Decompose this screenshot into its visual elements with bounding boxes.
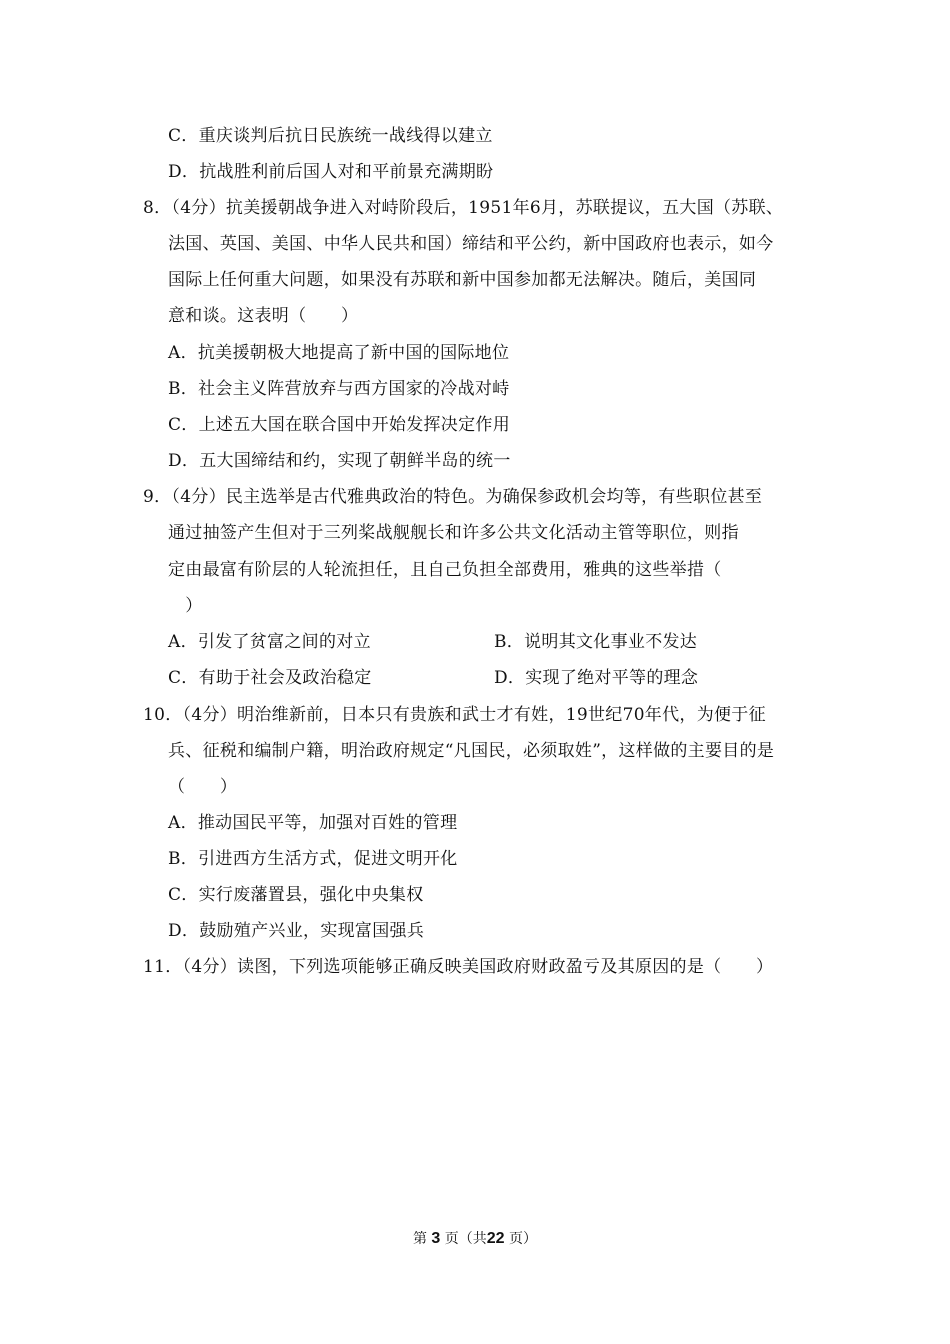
q8-option-c: C．上述五大国在联合国中开始发挥决定作用 (168, 415, 511, 435)
q9-option-b: B．说明其文化事业不发达 (494, 632, 698, 652)
q8-stem-line-2: 法国、英国、美国、中华人民共和国）缔结和平公约，新中国政府也表示，如今 (168, 234, 774, 254)
q8-stem-line-1: 8．（4分）抗美援朝战争进入对峙阶段后，1951年6月，苏联提议，五大国（苏联、 (143, 198, 784, 218)
q8-option-d: D．五大国缔结和约，实现了朝鲜半岛的统一 (168, 451, 511, 471)
q10-option-b: B．引进西方生活方式，促进文明开化 (168, 849, 458, 869)
q10-option-a: A．推动国民平等，加强对百姓的管理 (168, 813, 458, 833)
current-page-number: 3 (431, 1230, 441, 1247)
q10-option-c: C．实行废藩置县，强化中央集权 (168, 885, 424, 905)
q10-stem-line-3: （ ） (168, 777, 238, 797)
q9-stem-line-3: 定由最富有阶层的人轮流担任，且自己负担全部费用，雅典的这些举措（ (168, 560, 722, 580)
q10-stem-line-2: 兵、征税和编制户籍，明治政府规定“凡国民，必须取姓”，这样做的主要目的是 (168, 741, 775, 761)
q8-option-b: B．社会主义阵营放弃与西方国家的冷战对峙 (168, 379, 510, 399)
q9-option-d: D．实现了绝对平等的理念 (494, 668, 699, 688)
q7-option-d: D．抗战胜利前后国人对和平前景充满期盼 (168, 162, 494, 182)
total-page-count: 22 (486, 1230, 505, 1247)
q9-option-c: C．有助于社会及政治稳定 (168, 668, 372, 688)
q11-stem: 11．（4分）读图，下列选项能够正确反映美国政府财政盈亏及其原因的是（ ） (143, 957, 774, 977)
footer-prefix: 第 (412, 1231, 427, 1247)
footer-middle: 页（共 (444, 1231, 487, 1247)
page-footer (0, 1230, 950, 1248)
q8-stem-line-4: 意和谈。这表明（ ） (168, 306, 359, 326)
q9-stem-line-2: 通过抽签产生但对于三列桨战舰舰长和许多公共文化活动主管等职位，则指 (168, 523, 739, 543)
q8-stem-line-3: 国际上任何重大问题，如果没有苏联和新中国参加都无法解决。随后，美国同 (168, 270, 757, 290)
q9-stem-line-1: 9．（4分）民主选举是古代雅典政治的特色。为确保参政机会均等，有些职位甚至 (143, 487, 763, 507)
q10-stem-line-1: 10．（4分）明治维新前，日本只有贵族和武士才有姓，19世纪70年代，为便于征 (143, 705, 766, 725)
q9-option-a: A．引发了贫富之间的对立 (168, 632, 371, 652)
q7-option-c: C．重庆谈判后抗日民族统一战线得以建立 (168, 126, 493, 146)
q10-option-d: D．鼓励殖产兴业，实现富国强兵 (168, 921, 425, 941)
q8-option-a: A．抗美援朝极大地提高了新中国的国际地位 (168, 343, 510, 363)
footer-suffix: 页） (509, 1231, 538, 1247)
q9-stem-line-4: ） (168, 596, 203, 616)
